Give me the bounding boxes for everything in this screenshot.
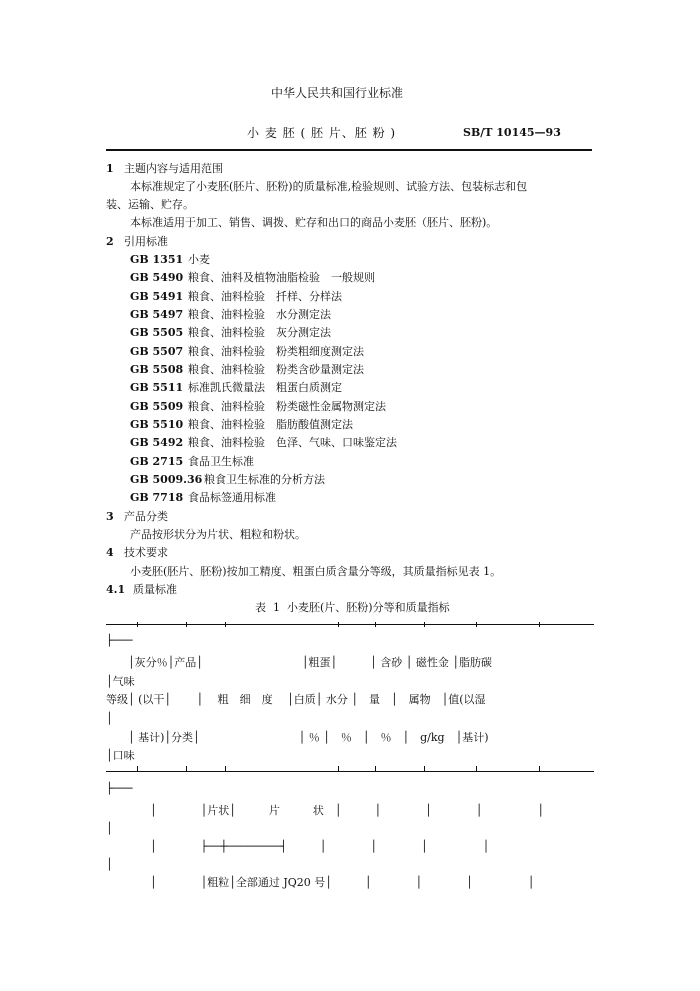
section-1-paragraph-2: 本标准适用于加工、销售、调拨、贮存和出口的商品小麦胚（胚片、胚粉)。 [130, 216, 498, 229]
table-caption: 表 1 小麦胚(片、胚粉)分等和质量指标 [255, 601, 450, 614]
table-tick [476, 766, 477, 771]
table-row-line: │ │粗粒│全部通过 JQ20 号│ │ │ │ │ [106, 876, 535, 889]
reference-code: GB 5497 [130, 308, 184, 321]
reference-title: 粮食、油料检验 水分测定法 [188, 308, 331, 321]
reference-item [130, 381, 342, 395]
reference-code: GB 5492 [130, 436, 184, 449]
table-header-line: │灰分％│产品│ │粗蛋│ │ 含砂 │ 磁性金 │脂肪碳 [106, 656, 492, 669]
reference-item [130, 253, 210, 267]
reference-title: 食品标签通用标准 [188, 491, 276, 504]
reference-title: 小麦 [188, 253, 210, 266]
reference-code: GB 5510 [130, 418, 184, 431]
table-tick [539, 766, 540, 771]
reference-item [130, 473, 325, 487]
table-header-line: │气味 [106, 675, 135, 688]
reference-code: GB 5511 [130, 381, 184, 394]
section-4-number: 4 [106, 546, 114, 559]
reference-title: 粮食、油料及植物油脂检验 一般规则 [188, 271, 375, 284]
reference-title: 粮食、油料检验 粉类含砂量测定法 [188, 363, 364, 376]
reference-code: GB 7718 [130, 491, 184, 504]
standard-title: 小 麦 胚 ( 胚 片、胚 粉 ) [247, 126, 397, 140]
section-4-title: 技术要求 [124, 546, 168, 559]
reference-code: GB 5490 [130, 271, 184, 284]
table-tick [476, 622, 477, 627]
reference-title: 粮食卫生标准的分析方法 [204, 473, 325, 486]
table-tick [186, 766, 187, 771]
table-header-line: 等级│ (以干│ │ 粗 细 度 │白质│ 水分 │ 量 │ 属物 │值(以湿 [106, 693, 486, 706]
table-tick [137, 766, 138, 771]
title-rule [106, 149, 592, 151]
section-1-title: 主题内容与适用范围 [124, 162, 223, 175]
reference-code: GB 5509 [130, 400, 184, 413]
reference-title: 粮食、油料检验 粉类粗细度测定法 [188, 345, 364, 358]
reference-item [130, 290, 342, 304]
reference-title: 粮食、油料检验 灰分测定法 [188, 326, 331, 339]
section-4-paragraph: 小麦胚(胚片、胚粉)按加工精度、粗蛋白质含量分等级，其质量指标见表 1。 [130, 565, 502, 578]
reference-item [130, 326, 331, 340]
section-3-paragraph: 产品按形状分为片状、粗粒和粉状。 [130, 528, 306, 541]
reference-item [130, 436, 397, 450]
table-tick [375, 622, 376, 627]
table-header-line: │ [106, 712, 113, 725]
section-3-title: 产品分类 [124, 510, 168, 523]
table-tick [375, 766, 376, 771]
reference-code: GB 1351 [130, 253, 184, 266]
table-header-line: │ 基计)│分类│ │ ％ │ ％ │ ％ │ g/kg │基计) [106, 731, 489, 744]
table-top-rule [106, 624, 594, 625]
table-line: ├─── [106, 782, 133, 795]
table-tick [424, 766, 425, 771]
section-1-paragraph-1a: 本标准规定了小麦胚(胚片、胚粉)的质量标准,检验规则、试验方法、包装标志和包 [130, 180, 528, 193]
table-row-line: │ ├──┼────────┤ │ │ │ │ [106, 840, 490, 853]
table-row-line: │ │片状│ 片 状 │ │ │ │ │ [106, 804, 544, 817]
table-header-rule [106, 771, 594, 772]
reference-title: 粮食、油料检验 粉类磁性金属物测定法 [188, 400, 386, 413]
section-4-1-title: 质量标准 [133, 583, 177, 596]
reference-title: 粮食、油料检验 脂肪酸值测定法 [188, 418, 353, 431]
table-tick [225, 766, 226, 771]
reference-title: 标准凯氏微量法 粗蛋白质测定 [188, 381, 342, 394]
reference-item [130, 345, 364, 359]
reference-code: GB 5507 [130, 345, 184, 358]
reference-code: GB 5505 [130, 326, 184, 339]
table-tick [137, 622, 138, 627]
reference-item [130, 418, 353, 432]
standard-org-title: 中华人民共和国行业标准 [271, 86, 404, 100]
table-tick [186, 622, 187, 627]
table-row-line: │ [106, 822, 113, 835]
reference-item [130, 455, 254, 469]
reference-code: GB 5508 [130, 363, 184, 376]
reference-item [130, 271, 375, 285]
section-1-number: 1 [106, 162, 114, 175]
reference-code: GB 5009.36 [130, 473, 203, 486]
reference-item [130, 363, 364, 377]
reference-code: GB 2715 [130, 455, 184, 468]
section-2-number: 2 [106, 235, 114, 248]
reference-title: 粮食、油料检验 扦样、分样法 [188, 290, 342, 303]
reference-item [130, 308, 331, 322]
table-row-line: │ [106, 858, 113, 871]
section-1-paragraph-1b: 装、运输、贮存。 [106, 198, 194, 211]
table-header-line: │口味 [106, 749, 135, 762]
standard-number: SB/T 10145—93 [463, 126, 561, 139]
reference-item [130, 491, 276, 505]
table-line: ├─── [106, 634, 133, 647]
section-4-1-number: 4.1 [106, 583, 126, 596]
table-tick [424, 622, 425, 627]
reference-item [130, 400, 386, 414]
table-tick [338, 622, 339, 627]
section-2-title: 引用标准 [124, 235, 168, 248]
table-tick [539, 622, 540, 627]
table-tick [225, 622, 226, 627]
table-tick [338, 766, 339, 771]
reference-code: GB 5491 [130, 290, 184, 303]
reference-title: 食品卫生标准 [188, 455, 254, 468]
section-3-number: 3 [106, 510, 114, 523]
reference-title: 粮食、油料检验 色泽、气味、口味鉴定法 [188, 436, 397, 449]
